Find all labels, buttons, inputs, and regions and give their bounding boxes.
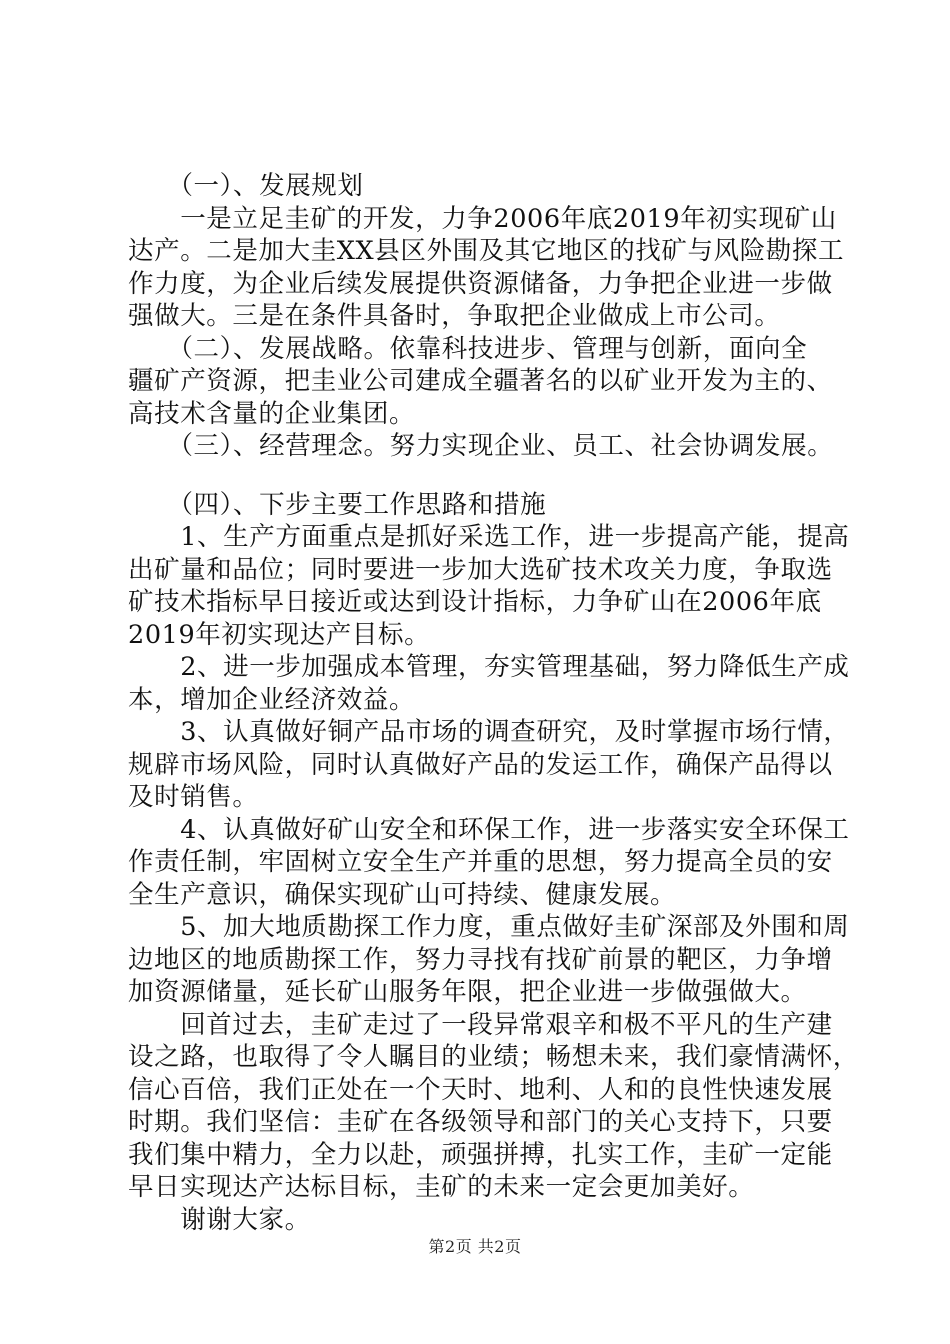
text-line: 疆矿产资源，把圭业公司建成全疆著名的以矿业开发为主的、 (128, 366, 833, 396)
text-line: 作力度，为企业后续发展提供资源储备，力争把企业进一步做 (128, 268, 833, 299)
text-line: 3、认真做好铜产品市场的调查研究，及时掌握市场行情， (128, 717, 850, 747)
text-line: 2019年初实现达产目标。 (128, 619, 431, 650)
text-line: 4、认真做好矿山安全和环保工作，进一步落实安全环保工 (128, 814, 850, 845)
document-body (128, 170, 859, 1236)
text-line: 加资源储量，延长矿山服务年限，把企业进一步做强做大。 (128, 977, 807, 1007)
closing-line: 谢谢大家。 (128, 1204, 311, 1235)
text-line: 时期。我们坚信：圭矿在各级领导和部门的关心支持下，只要 (128, 1107, 833, 1137)
text-line: 边地区的地质勘探工作，努力寻找有找矿前景的靶区，力争增 (128, 944, 833, 975)
section-heading: （一）、发展规划 (128, 171, 364, 201)
text-line: 达产。二是加大圭XX县区外围及其它地区的找矿与风险勘探工 (128, 236, 845, 266)
text-line: 设之路，也取得了令人瞩目的业绩；畅想未来，我们豪情满怀， (128, 1042, 859, 1072)
text-line: 全生产意识，确保实现矿山可持续、健康发展。 (128, 879, 677, 910)
text-line: 本，增加企业经济效益。 (128, 684, 416, 715)
text-line: 及时销售。 (128, 782, 259, 812)
section-development-plan (128, 170, 845, 463)
text-line: 我们集中精力，全力以赴，顽强拼搏，扎实工作，圭矿一定能 (128, 1139, 833, 1170)
text-line: 强做大。三是在条件具备时，争取把企业做成上市公司。 (128, 301, 781, 331)
text-line: 回首过去，圭矿走过了一段异常艰辛和极不平凡的生产建 (128, 1009, 833, 1040)
text-line: 出矿量和品位；同时要进一步加大选矿技术攻关力度，争取选 (128, 554, 833, 585)
text-line: 高技术含量的企业集团。 (128, 398, 416, 429)
text-line: 1、生产方面重点是抓好采选工作，进一步提高产能，提高 (128, 522, 850, 552)
text-line: （三）、经营理念。努力实现企业、员工、社会协调发展。 (128, 431, 834, 461)
text-line: 5、加大地质勘探工作力度，重点做好圭矿深部及外围和周 (128, 912, 850, 942)
section-next-steps (128, 489, 859, 1237)
text-line: （二）、发展战略。依靠科技进步、管理与创新，面向全 (128, 333, 808, 364)
page-footer: 第2页 共2页 (428, 1237, 522, 1256)
text-line: 规辟市场风险，同时认真做好产品的发运工作，确保产品得以 (128, 749, 833, 780)
text-line: 一是立足圭矿的开发，力争2006年底2019年初实现矿山 (128, 203, 837, 234)
text-line: 早日实现达产达标目标，圭矿的未来一定会更加美好。 (128, 1172, 755, 1202)
text-line: 作责任制，牢固树立安全生产并重的思想，努力提高全员的安 (128, 847, 833, 877)
text-line: 矿技术指标早日接近或达到设计指标，力争矿山在2006年底 (128, 587, 822, 617)
text-line: 信心百倍，我们正处在一个天时、地利、人和的良性快速发展 (128, 1074, 833, 1105)
text-line: 2、进一步加强成本管理，夯实管理基础，努力降低生产成 (128, 652, 850, 682)
section-heading: （四）、下步主要工作思路和措施 (128, 489, 547, 520)
section-spacer (128, 463, 838, 489)
